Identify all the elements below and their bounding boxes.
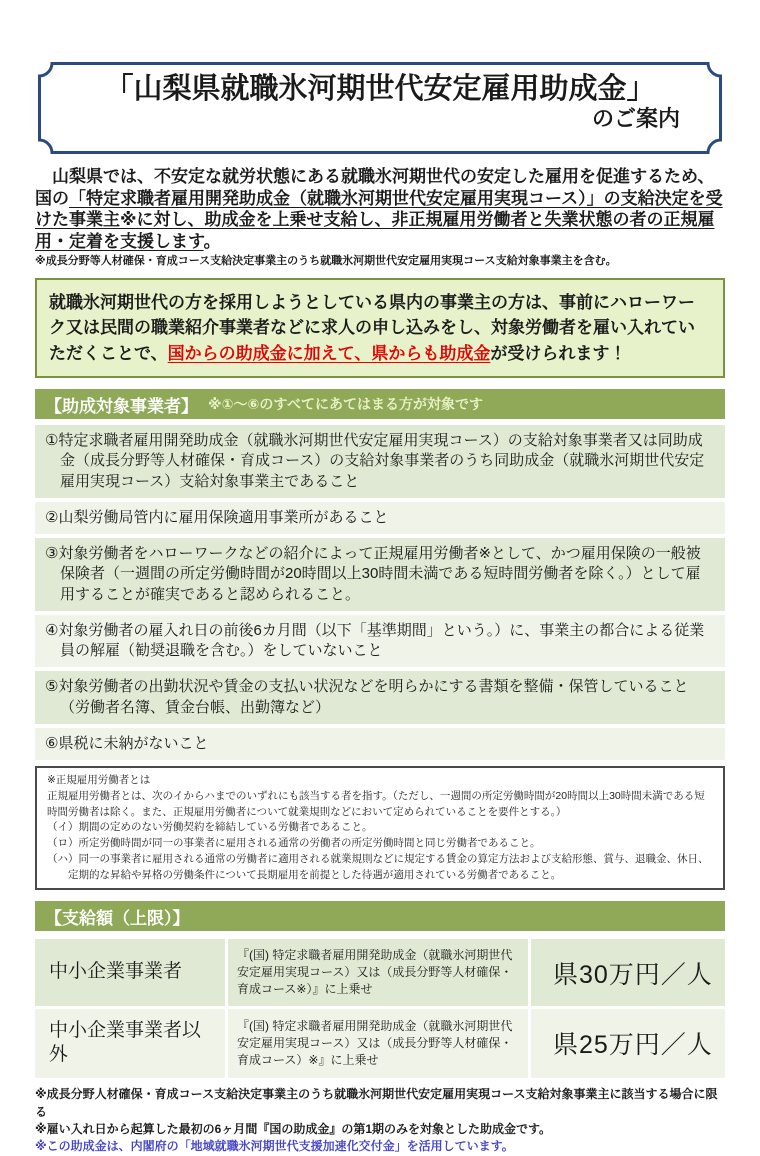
title-box (38, 62, 722, 154)
payment-table (35, 939, 725, 1078)
requirement-item-1: ①特定求職者雇用開発助成金（就職氷河期世代安定雇用実現コース）の支給対象事業者又は同助成金（成長分野等人材確保・育成コース）の支給対象事業者のうち同助成金（就職氷河期世代安定雇用実現コース）支給対象事業主であること (35, 425, 725, 498)
intro-lead-text: 山梨県では、不安定な就労状態にある就職氷河期世代の安定した雇用を促進するため、国の (35, 167, 715, 208)
definition-item-ro: （ロ）所定労働時間が同一の事業者に雇用される通常の労働者の所定労働時間と同じ労働者であること。 (47, 837, 541, 850)
table-row2-amount: 県25万円／人 (531, 1009, 725, 1078)
regular-worker-definition-box (35, 766, 725, 890)
table-row1-category: 中小企業事業者 (35, 939, 225, 1005)
callout-text-pre: 就職氷河期世代の方を採用しようとしている県内の事業主の方は、事前にハローワーク又は民間の職業紹介事業者などに求人の申し込みをし、対象労働者を雇い入れていただくことで、 (49, 292, 695, 363)
intro-paragraph (35, 166, 725, 252)
table-row1-description: 『(国) 特定求職者雇用開発助成金（就職氷河期世代安定雇用実現コース）又は（成長分野等人材確保・育成コース※）』に上乗せ (228, 939, 528, 1005)
section-header-eligible-employers (35, 389, 725, 419)
definition-heading: ※正規雇用労働者とは (47, 774, 151, 787)
requirement-item-3: ③対象労働者をハローワークなどの紹介によって正規雇用労働者※として、かつ雇用保険の一般被保険者（一週間の所定労働時間が20時間以上30時間未満である短時間労働者を除く。）として雇用することが確実であると認められること。 (35, 538, 725, 611)
page-subtitle: のご案内 (591, 106, 680, 132)
section-header-payment-amount (35, 901, 725, 931)
footnote-1: ※成長分野人材確保・育成コース支給決定事業主のうち就職氷河期世代安定雇用実現コース支給対象事業主に該当する場合に限る (35, 1087, 718, 1119)
footnote-2: ※雇い入れ日から起算した最初の6ヶ月間『国の助成金』の第1期のみを対象とした助成金です。 (35, 1121, 552, 1136)
footnote-3: ※この助成金は、内閣府の「地域就職氷河期世代支援加速化交付金」を活用しています。 (35, 1139, 514, 1154)
bottom-footnotes (35, 1086, 725, 1156)
callout-text-post: が受けられます！ (490, 343, 627, 363)
intro-tail-text: 。 (203, 231, 221, 251)
definition-body: 正規雇用労働者とは、次のイからハまでのいずれにも該当する者を指す。（ただし、一週間の所定労働時間が20時間以上30時間未満である短時間労働者は除く。また、正規雇用労働者について就業規則などにおいて定められていることを要件とする。） (47, 789, 705, 818)
requirement-item-4: ④対象労働者の雇入れ日の前後6カ月間（以下「基準期間」という。）に、事業主の都合による従業員の解雇（勧奨退職を含む。）をしていないこと (35, 615, 725, 668)
section1-title: 【助成対象事業者】 (45, 396, 198, 416)
section2-title: 【支給額（上限）】 (45, 908, 190, 928)
callout-highlight: 国からの助成金に加えて、県からも助成金 (167, 343, 491, 363)
definition-item-ha: （ハ）同一の事業者に雇用される通常の労働者に適用される就業規則などに規定する賃金の算定方法および支給形態、賞与、退職金、休日、定期的な昇給や昇格の労働条件について長期雇用を前提とした待遇が適用されている労働者であること。 (47, 852, 709, 881)
requirement-item-5: ⑤対象労働者の出勤状況や賃金の支払い状況などを明らかにする書類を整備・保管していること（労働者名簿、賃金台帳、出勤簿など） (35, 671, 725, 724)
requirement-item-2: ②山梨労働局管内に雇用保険適用事業所があること (35, 502, 725, 534)
table-row2-category: 中小企業事業者以外 (35, 1009, 225, 1078)
requirements-list (35, 425, 725, 760)
table-row1-amount: 県30万円／人 (531, 939, 725, 1005)
intro-underlined-text: 「特定求職者雇用開発助成金（就職氷河期世代安定雇用実現コース）」の支給決定を受けた事業主※に対し、助成金を上乗せ支給し、非正規雇用労働者と失業状態の者の正規雇用・定着を支援します (35, 188, 723, 251)
callout-box (35, 278, 725, 379)
page-title: 「山梨県就職氷河期世代安定雇用助成金」 (104, 73, 656, 105)
section1-subtitle: ※①～⑥のすべてにあてはまる方が対象です (208, 396, 484, 413)
requirement-item-6: ⑥県税に未納がないこと (35, 728, 725, 760)
intro-footnote: ※成長分野等人材確保・育成コース支給決定事業主のうち就職氷河期世代安定雇用実現コース支給対象事業主を含む。 (35, 255, 617, 268)
table-row2-description: 『(国) 特定求職者雇用開発助成金（就職氷河期世代安定雇用実現コース）又は（成長分野等人材確保・育成コース）※』に上乗せ (228, 1009, 528, 1078)
definition-item-i: （イ）期間の定めのない労働契約を締結している労働者であること。 (47, 821, 373, 834)
